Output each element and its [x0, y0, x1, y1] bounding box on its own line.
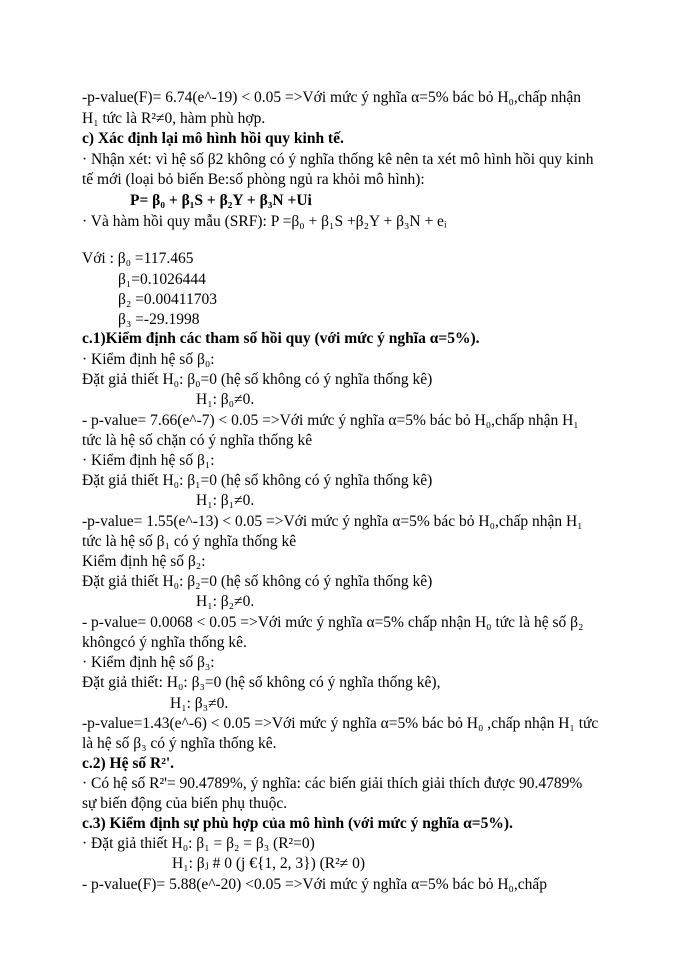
text-line: tức là hệ số chặn có ý nghĩa thống kê [82, 432, 313, 449]
text-line: · Kiểm định hệ số β₀: [82, 351, 215, 368]
text-line: -p-value= 1.55(e^-13) < 0.05 =>Với mức ý nghĩa α=5% bác bỏ H₀,chấp nhận H₁ [82, 513, 583, 530]
coef-line: Với : β₀ =117.465 [82, 250, 194, 267]
text-line: - p-value= 7.66(e^-7) < 0.05 =>Với mức ý nghĩa α=5% bác bỏ H₀,chấp nhận H₁ [82, 412, 579, 429]
section-heading: c.3) Kiểm định sự phù hợp của mô hình (với mức ý nghĩa α=5%). [82, 815, 513, 832]
text-line: H₁: β₃≠0. [170, 695, 229, 712]
text-line: Đặt giả thiết H₀: β₁=0 (hệ số không có ý nghĩa thống kê) [82, 472, 433, 489]
text-line: tức là hệ số β₁ có ý nghĩa thống kê [82, 533, 297, 550]
text-line: Đặt giả thiết H₀: β₂=0 (hệ số không có ý nghĩa thống kê) [82, 573, 433, 590]
text-line: · Kiểm định hệ số β₃: [82, 654, 215, 671]
text-line: Kiểm định hệ số β₂: [82, 553, 206, 570]
coef-line: β₂ =0.00411703 [118, 291, 217, 308]
model-equation: P= β₀ + β₁S + β₂Y + β₃N +Ui [130, 192, 312, 209]
text-line: · Có hệ số R²'= 90.4789%, ý nghĩa: các biến giải thích giải thích được 90.4789% [82, 775, 583, 792]
text-line: sự biến động của biến phụ thuộc. [82, 795, 288, 812]
text-line: - p-value(F)= 5.88(e^-20) <0.05 =>Với mức ý nghĩa α=5% bác bỏ H₀,chấp [82, 876, 548, 893]
text-line: H₁ tức là R²≠0, hàm phù hợp. [82, 110, 266, 127]
text-line: · Và hàm hồi quy mẫu (SRF): P =β₀ + β₁S +β₂Y + β₃N + eᵢ [82, 213, 447, 230]
text-line: H₁: β₀≠0. [196, 391, 255, 408]
section-heading: c.2) Hệ số R²'. [82, 755, 175, 772]
text-line: tế mới (loại bỏ biến Be:số phòng ngủ ra khỏi mô hình): [82, 171, 425, 188]
text-line: · Nhận xét: vì hệ số β2 không có ý nghĩa thống kê nên ta xét mô hình hồi quy kinh [82, 151, 594, 168]
text-line: -p-value(F)= 6.74(e^-19) < 0.05 =>Với mức ý nghĩa α=5% bác bỏ H₀,chấp nhận [82, 89, 582, 106]
text-line: Đặt giả thiết H₀: β₀=0 (hệ số không có ý nghĩa thống kê) [82, 371, 433, 388]
text-line: H₁: β₁≠0. [196, 492, 255, 509]
coef-line: β₁=0.1026444 [118, 271, 206, 288]
section-heading: c.1)Kiểm định các tham số hồi quy (với mức ý nghĩa α=5%). [82, 330, 480, 347]
text-line: H₁: βⱼ # 0 (j €{1, 2, 3}) (R²≠ 0) [172, 855, 366, 872]
text-line: -p-value=1.43(e^-6) < 0.05 =>Với mức ý nghĩa α=5% bác bỏ H₀ ,chấp nhận H₁ tức [82, 715, 599, 732]
text-line: là hệ số β₃ có ý nghĩa thống kê. [82, 735, 277, 752]
text-line: Đặt giả thiết: H₀: β₃=0 (hệ số không có ý nghĩa thống kê), [82, 674, 441, 691]
text-line: H₁: β₂≠0. [196, 593, 255, 610]
coef-line: β₃ =-29.1998 [118, 311, 200, 328]
section-heading: c) Xác định lại mô hình hồi quy kinh tế. [82, 130, 344, 147]
text-line: - p-value= 0.0068 < 0.05 =>Với mức ý nghĩa α=5% chấp nhận H₀ tức là hệ số β₂ [82, 614, 584, 631]
text-line: khôngcó ý nghĩa thống kê. [82, 634, 247, 651]
text-line: · Kiểm định hệ số β₁: [82, 452, 215, 469]
text-line: · Đặt giả thiết H₀: β₁ = β₂ = β₃ (R²=0) [82, 835, 315, 852]
